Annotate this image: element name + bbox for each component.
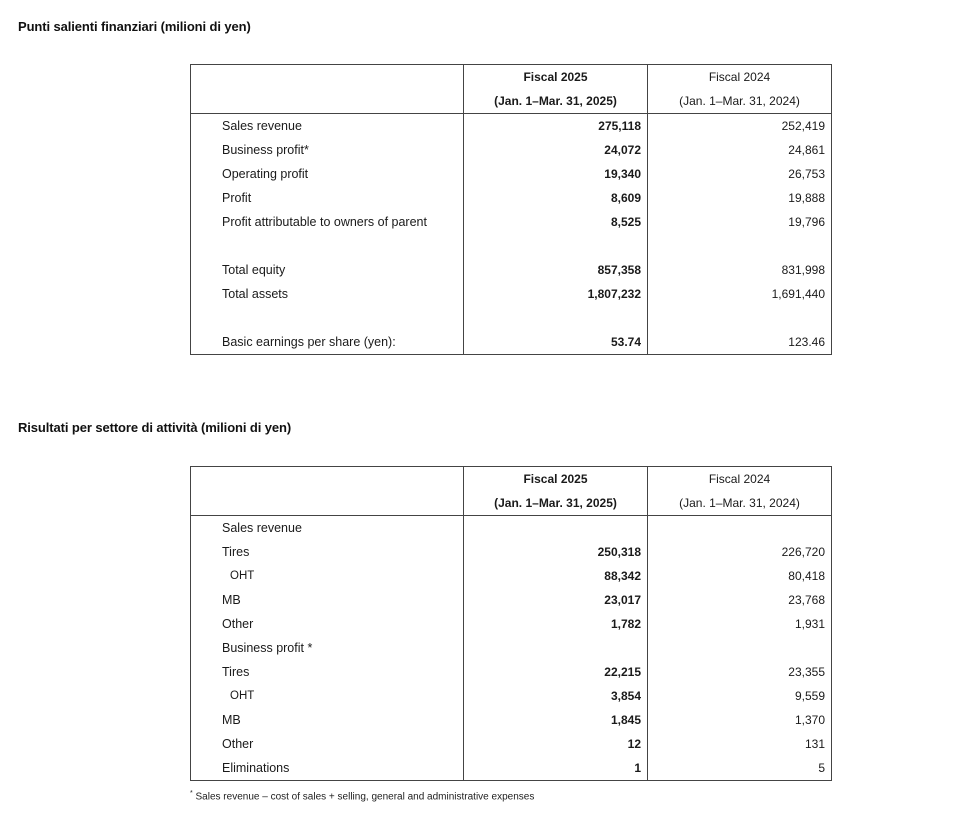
value-fy2024: 1,691,440 (648, 282, 832, 306)
row-label: Other (191, 612, 464, 636)
header-fy2025-line2: (Jan. 1–Mar. 31, 2025) (464, 491, 648, 516)
table-row (191, 258, 832, 282)
table-row (191, 564, 832, 588)
value-fy2024: 19,796 (648, 210, 832, 234)
value-fy2025: 857,358 (464, 258, 648, 282)
segment-results-table (190, 466, 832, 781)
value-fy2025: 19,340 (464, 162, 648, 186)
table-row (191, 660, 832, 684)
table-row (191, 540, 832, 564)
value-fy2025: 88,342 (464, 564, 648, 588)
value-fy2025: 1,782 (464, 612, 648, 636)
row-label: Profit (191, 186, 464, 210)
row-label: MB (191, 588, 464, 612)
financial-highlights-table (190, 64, 832, 355)
value-fy2025: 250,318 (464, 540, 648, 564)
value-fy2024: 831,998 (648, 258, 832, 282)
value-fy2024: 26,753 (648, 162, 832, 186)
row-label: Operating profit (191, 162, 464, 186)
table-row (191, 114, 832, 139)
financial-highlights-title: Punti salienti finanziari (milioni di yen) (18, 19, 251, 34)
value-fy2025: 275,118 (464, 114, 648, 139)
row-label: Eliminations (191, 756, 464, 781)
value-fy2024: 80,418 (648, 564, 832, 588)
row-label: Tires (191, 660, 464, 684)
value-fy2025: 1,807,232 (464, 282, 648, 306)
row-label: MB (191, 708, 464, 732)
table-row (191, 732, 832, 756)
table-row (191, 282, 832, 306)
value-fy2025 (464, 636, 648, 660)
value-fy2025: 12 (464, 732, 648, 756)
table-row (191, 708, 832, 732)
value-fy2025: 1,845 (464, 708, 648, 732)
value-fy2024: 226,720 (648, 540, 832, 564)
value-fy2024: 252,419 (648, 114, 832, 139)
row-label: Business profit * (191, 636, 464, 660)
row-label: Sales revenue (191, 114, 464, 139)
row-label: OHT (191, 564, 464, 588)
table-row (191, 330, 832, 355)
value-fy2025: 1 (464, 756, 648, 781)
value-fy2024: 5 (648, 756, 832, 781)
value-fy2025: 8,525 (464, 210, 648, 234)
row-label: Basic earnings per share (yen): (191, 330, 464, 355)
table-row (191, 756, 832, 781)
table-row (191, 210, 832, 234)
value-fy2025: 3,854 (464, 684, 648, 708)
value-fy2025: 53.74 (464, 330, 648, 355)
table-row (191, 588, 832, 612)
row-label: Business profit* (191, 138, 464, 162)
table-row (191, 684, 832, 708)
table-row (191, 612, 832, 636)
segment-results-title: Risultati per settore di attività (milioni di yen) (18, 420, 292, 435)
header-fy2024-line2: (Jan. 1–Mar. 31, 2024) (648, 491, 832, 516)
table-row (191, 636, 832, 660)
value-fy2025: 22,215 (464, 660, 648, 684)
value-fy2024 (648, 516, 832, 541)
table-row (191, 186, 832, 210)
row-label: Sales revenue (191, 516, 464, 541)
value-fy2024: 23,355 (648, 660, 832, 684)
value-fy2024: 9,559 (648, 684, 832, 708)
table-row (191, 138, 832, 162)
value-fy2024: 131 (648, 732, 832, 756)
row-label: OHT (191, 684, 464, 708)
footnote (190, 790, 534, 802)
row-label: Tires (191, 540, 464, 564)
value-fy2024 (648, 636, 832, 660)
row-label: Profit attributable to owners of parent (191, 210, 464, 234)
row-label: Total equity (191, 258, 464, 282)
row-label: Other (191, 732, 464, 756)
row-label: Total assets (191, 282, 464, 306)
value-fy2024: 19,888 (648, 186, 832, 210)
header-fy2024-line1: Fiscal 2024 (648, 65, 832, 90)
value-fy2024: 1,370 (648, 708, 832, 732)
value-fy2025: 24,072 (464, 138, 648, 162)
value-fy2025: 23,017 (464, 588, 648, 612)
value-fy2024: 123.46 (648, 330, 832, 355)
header-fy2024-line2: (Jan. 1–Mar. 31, 2024) (648, 89, 832, 114)
header-fy2025-line1: Fiscal 2025 (464, 65, 648, 90)
header-fy2025-line2: (Jan. 1–Mar. 31, 2025) (464, 89, 648, 114)
header-fy2025-line1: Fiscal 2025 (464, 467, 648, 492)
value-fy2024: 1,931 (648, 612, 832, 636)
table-row (191, 516, 832, 541)
footnote-mark: * (190, 790, 193, 797)
value-fy2025 (464, 516, 648, 541)
value-fy2024: 23,768 (648, 588, 832, 612)
footnote-text: Sales revenue – cost of sales + selling, general and administrative expenses (195, 791, 535, 803)
value-fy2024: 24,861 (648, 138, 832, 162)
value-fy2025: 8,609 (464, 186, 648, 210)
header-fy2024-line1: Fiscal 2024 (648, 467, 832, 492)
table-row (191, 162, 832, 186)
